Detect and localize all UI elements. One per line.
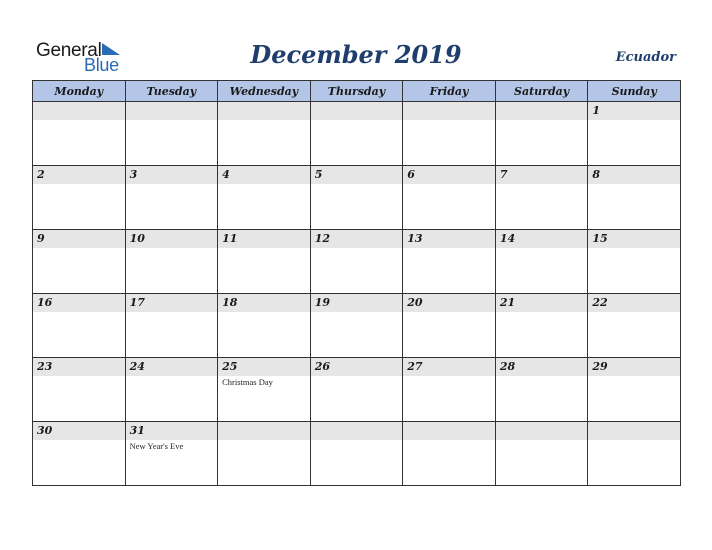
day-cell — [310, 422, 403, 486]
day-number: 15 — [588, 230, 680, 248]
day-cell — [125, 358, 218, 422]
day-number: 6 — [403, 166, 495, 184]
day-cell — [218, 422, 311, 486]
day-number: 26 — [311, 358, 403, 376]
day-number: 5 — [311, 166, 403, 184]
week-row — [33, 422, 681, 486]
day-cell — [218, 358, 311, 422]
day-cell — [495, 358, 588, 422]
day-number: 19 — [311, 294, 403, 312]
day-number: 16 — [33, 294, 125, 312]
day-number: 27 — [403, 358, 495, 376]
day-cell — [310, 102, 403, 166]
calendar-title: December 2019 — [250, 40, 462, 69]
day-number — [311, 102, 403, 120]
weekday-header-friday: Friday — [403, 81, 496, 102]
day-number: 11 — [218, 230, 310, 248]
day-cell — [218, 294, 311, 358]
day-number — [218, 102, 310, 120]
day-number: 8 — [588, 166, 680, 184]
day-cell — [495, 230, 588, 294]
day-cell — [125, 230, 218, 294]
day-cell — [495, 422, 588, 486]
day-number — [33, 102, 125, 120]
day-cell — [33, 422, 126, 486]
day-cell — [403, 422, 496, 486]
day-number: 21 — [496, 294, 588, 312]
day-number: 7 — [496, 166, 588, 184]
day-number: 29 — [588, 358, 680, 376]
day-cell — [310, 230, 403, 294]
day-cell — [218, 230, 311, 294]
day-number: 10 — [126, 230, 218, 248]
day-cell — [33, 166, 126, 230]
day-cell — [125, 102, 218, 166]
day-number — [403, 102, 495, 120]
country-label: Ecuador — [615, 50, 676, 65]
weekday-header-row — [33, 81, 681, 102]
day-number — [588, 422, 680, 440]
day-cell — [125, 294, 218, 358]
day-cell — [403, 230, 496, 294]
day-number: 23 — [33, 358, 125, 376]
day-number: 20 — [403, 294, 495, 312]
day-cell — [495, 102, 588, 166]
week-row — [33, 358, 681, 422]
day-number: 22 — [588, 294, 680, 312]
day-number: 4 — [218, 166, 310, 184]
holiday-event: Christmas Day — [222, 377, 273, 387]
week-row — [33, 102, 681, 166]
day-number: 31 — [126, 422, 218, 440]
day-number — [403, 422, 495, 440]
day-cell — [588, 230, 681, 294]
day-number — [311, 422, 403, 440]
day-number: 13 — [403, 230, 495, 248]
week-row — [33, 230, 681, 294]
day-number — [496, 102, 588, 120]
day-number — [496, 422, 588, 440]
day-cell — [588, 102, 681, 166]
day-number: 3 — [126, 166, 218, 184]
logo-general-text: General — [36, 40, 102, 61]
holiday-event: New Year's Eve — [129, 441, 184, 451]
weekday-header-monday: Monday — [33, 81, 126, 102]
day-cell — [33, 102, 126, 166]
weekday-header-wednesday: Wednesday — [218, 81, 311, 102]
day-number: 2 — [33, 166, 125, 184]
day-cell — [588, 294, 681, 358]
day-cell — [588, 358, 681, 422]
logo-blue-text: Blue — [84, 55, 119, 75]
day-cell — [588, 422, 681, 486]
week-row — [33, 294, 681, 358]
day-number: 14 — [496, 230, 588, 248]
day-number: 12 — [311, 230, 403, 248]
day-cell — [125, 166, 218, 230]
day-cell — [495, 166, 588, 230]
day-cell — [403, 358, 496, 422]
day-number: 17 — [126, 294, 218, 312]
day-cell — [33, 358, 126, 422]
day-number: 30 — [33, 422, 125, 440]
weekday-header-tuesday: Tuesday — [125, 81, 218, 102]
week-row — [33, 166, 681, 230]
day-cell — [310, 294, 403, 358]
weekday-header-sunday: Sunday — [588, 81, 681, 102]
calendar-weeks — [33, 102, 681, 486]
day-number: 24 — [126, 358, 218, 376]
weekday-header-saturday: Saturday — [495, 81, 588, 102]
day-cell — [403, 294, 496, 358]
day-cell — [218, 166, 311, 230]
day-number: 25 — [218, 358, 310, 376]
day-cell — [310, 358, 403, 422]
day-number: 1 — [588, 102, 680, 120]
day-number: 18 — [218, 294, 310, 312]
day-cell — [218, 102, 311, 166]
calendar-grid — [32, 80, 681, 486]
day-cell — [33, 294, 126, 358]
day-cell — [403, 166, 496, 230]
day-cell — [495, 294, 588, 358]
day-number — [218, 422, 310, 440]
day-cell — [125, 422, 218, 486]
day-cell — [310, 166, 403, 230]
day-cell — [403, 102, 496, 166]
day-cell — [588, 166, 681, 230]
weekday-header-thursday: Thursday — [310, 81, 403, 102]
day-cell — [33, 230, 126, 294]
day-number: 9 — [33, 230, 125, 248]
day-number: 28 — [496, 358, 588, 376]
day-number — [126, 102, 218, 120]
